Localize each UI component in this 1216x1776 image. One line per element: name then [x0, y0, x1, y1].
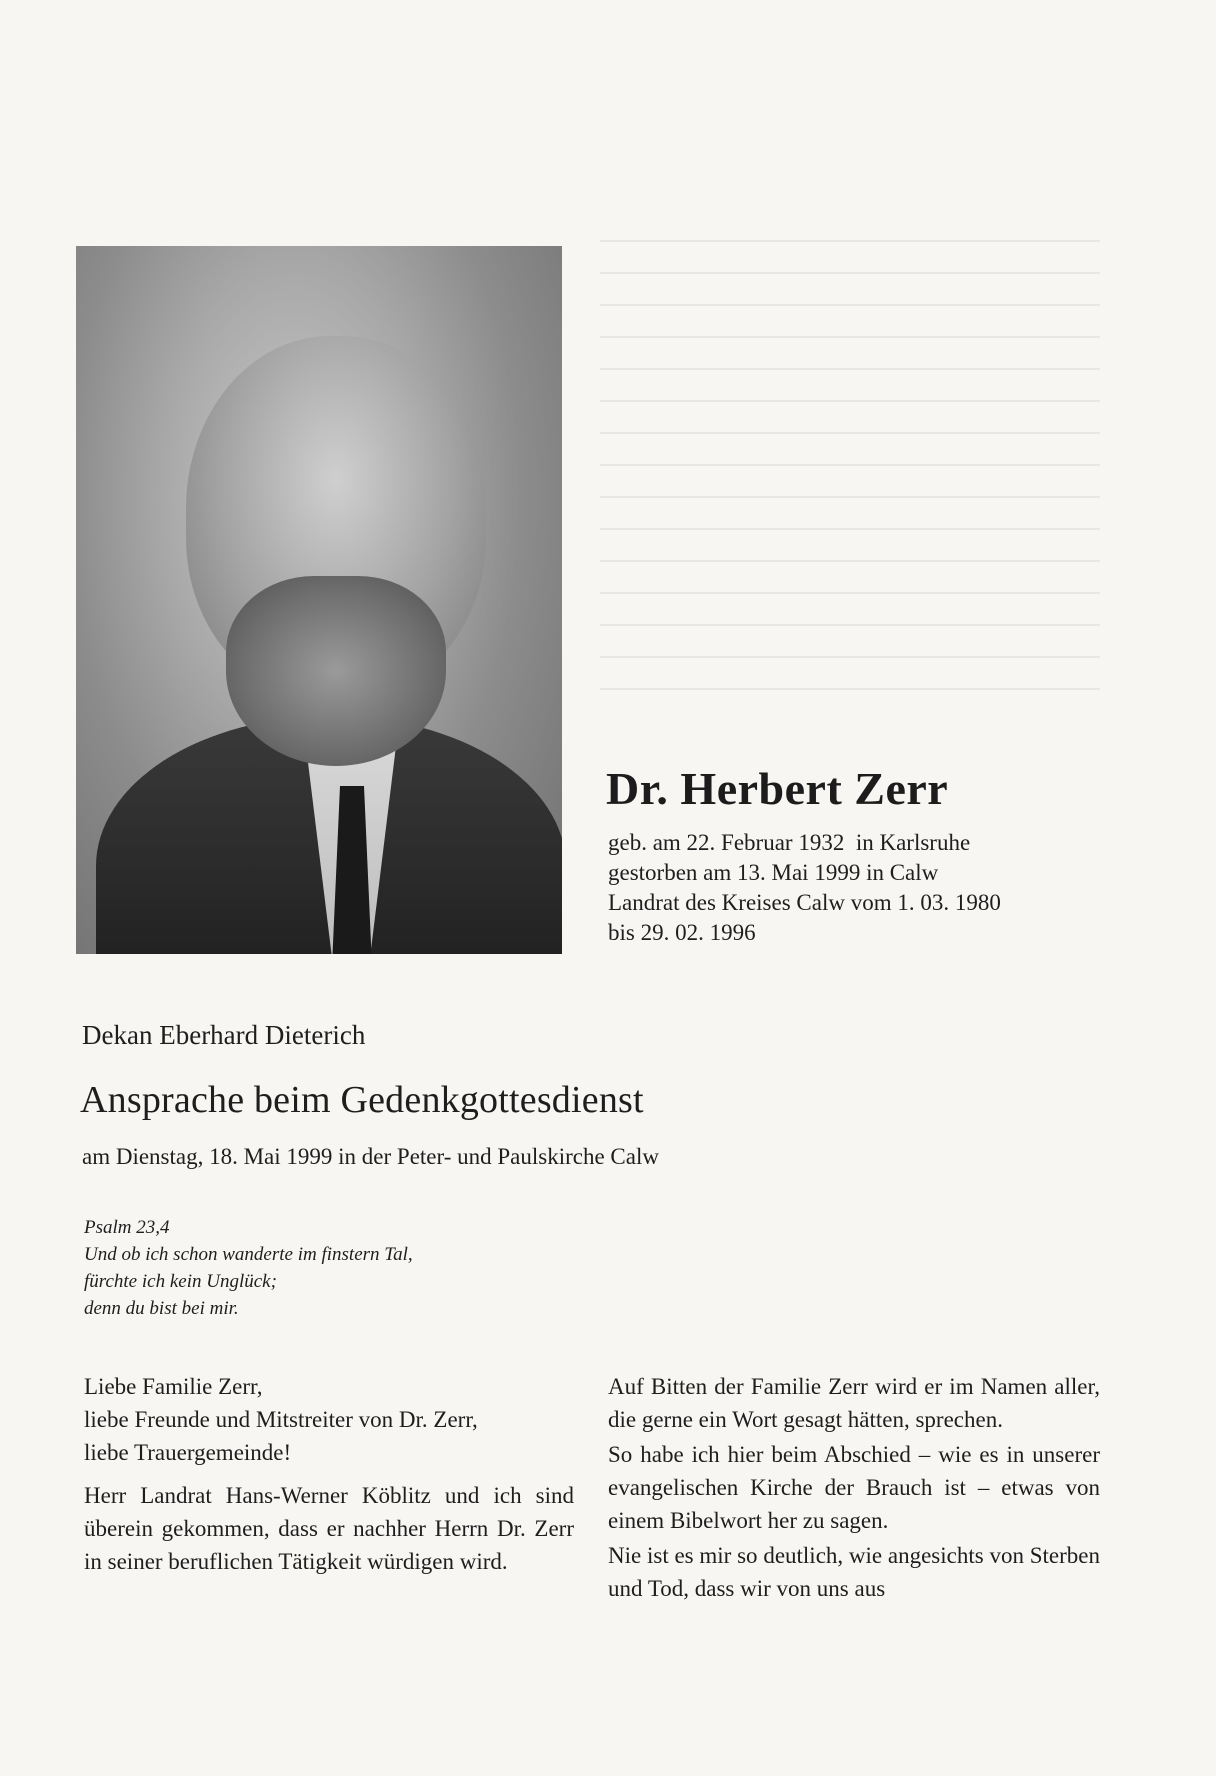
psalm-line: fürchte ich kein Unglück;	[84, 1271, 277, 1292]
obituary-birth: geb. am 22. Februar 1932 in Karlsruhe	[608, 830, 971, 855]
portrait-photo	[76, 246, 562, 954]
body-paragraph: Nie ist es mir so deutlich, wie angesichts von Sterben und Tod, dass wir von uns aus	[608, 1543, 1100, 1601]
greeting-line: Liebe Familie Zerr,	[84, 1374, 263, 1399]
obituary-office: Landrat des Kreises Calw vom 1. 03. 1980	[608, 890, 1001, 915]
bleed-through-header	[680, 128, 687, 155]
portrait-beard	[226, 576, 446, 766]
greeting-line: liebe Trauergemeinde!	[84, 1440, 292, 1465]
article-author: Dekan Eberhard Dieterich	[82, 1020, 366, 1050]
body-paragraph: Auf Bitten der Familie Zerr wird er im Namen aller, die gerne ein Wort gesagt hätten, sprechen.	[608, 1374, 1100, 1432]
article-subtitle: am Dienstag, 18. Mai 1999 in der Peter- und Paulskirche Calw	[82, 1144, 659, 1169]
body-paragraph: Herr Landrat Hans-Werner Köblitz und ich sind überein gekommen, dass er nachher Herrn Dr. Zerr in seiner beruflichen Tätigkeit würdigen wird.	[84, 1483, 574, 1574]
article-title: Ansprache beim Gedenkgottesdienst	[80, 1079, 644, 1121]
psalm-quote	[84, 1214, 413, 1322]
obituary-name: Dr. Herbert Zerr	[606, 763, 949, 814]
obituary-death: gestorben am 13. Mai 1999 in Calw	[608, 860, 939, 885]
psalm-line: Und ob ich schon wanderte im finstern Tal,	[84, 1244, 413, 1265]
psalm-line: denn du bist bei mir.	[84, 1298, 239, 1319]
left-column	[84, 1370, 574, 1580]
body-paragraph: So habe ich hier beim Abschied – wie es in unserer evangelischen Kirche der Brauch ist – etwas von einem Bibelwort her zu sagen.	[608, 1442, 1100, 1533]
obituary-details	[608, 828, 1001, 948]
bleed-through-text	[600, 240, 1100, 720]
obituary-office-end: bis 29. 02. 1996	[608, 920, 756, 945]
right-column	[608, 1370, 1100, 1607]
psalm-reference: Psalm 23,4	[84, 1217, 170, 1238]
greeting-line: liebe Freunde und Mitstreiter von Dr. Zerr,	[84, 1407, 478, 1432]
